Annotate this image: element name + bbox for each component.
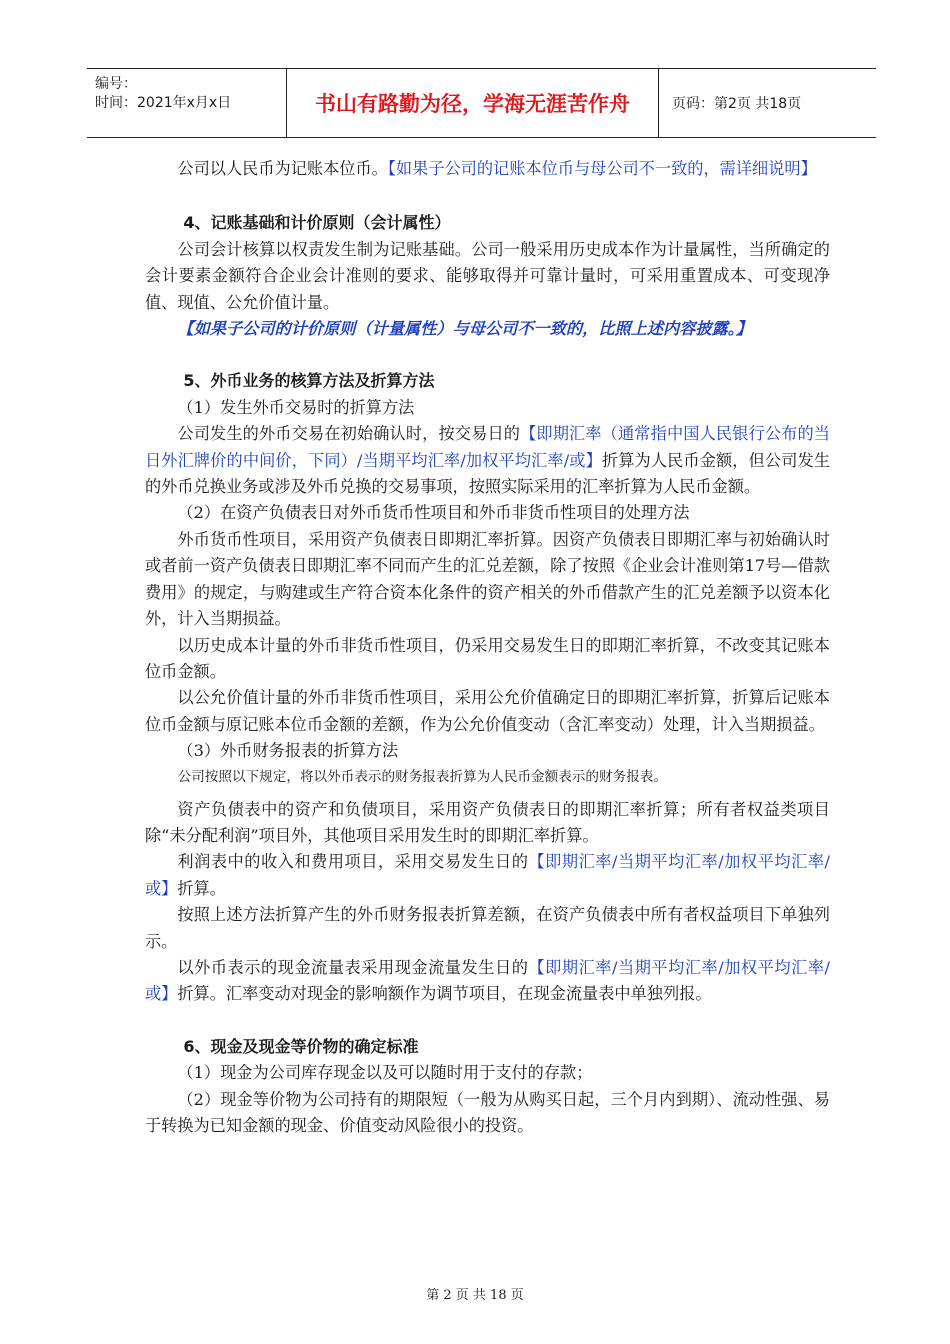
section5-para7-a: 利润表中的收入和费用项目，采用交易发生日的 bbox=[177, 852, 529, 872]
section5-para9-a: 以外币表示的现金流量表采用现金流量发生日的 bbox=[177, 957, 529, 977]
section5-para6: 资产负债表中的资产和负债项目，采用资产负债表日的即期汇率折算；所有者权益类项目除“未分配利润”项目外，其他项目采用发生时的即期汇率折算。 bbox=[145, 799, 830, 845]
currency-paragraph bbox=[145, 156, 830, 182]
section4-note bbox=[145, 316, 830, 342]
section6-heading: 6、现金及现金等价物的确定标准 bbox=[183, 1036, 419, 1056]
currency-note: 【如果子公司的记账本位币与母公司不一致的，需详细说明】 bbox=[387, 159, 817, 178]
currency-text: 公司以人民币为记账本位币。 bbox=[177, 159, 388, 178]
section5-heading: 5、外币业务的核算方法及折算方法 bbox=[183, 371, 435, 391]
section5-para3: 以历史成本计量的外币非货币性项目，仍采用交易发生日的即期汇率折算，不改变其记账本位币金额。 bbox=[145, 635, 830, 681]
section5-para7 bbox=[145, 849, 830, 902]
section5-para7-b: 折算。 bbox=[177, 878, 226, 898]
section5-para1-b: 折算为人民币金额，但公司发生的外币兑换业务或涉及外币兑换的交易事项，按照实际采用的汇率折算为人民币金额。 bbox=[145, 450, 831, 497]
section5-para5: 公司按照以下规定，将以外币表示的财务报表折算为人民币金额表示的财务报表。 bbox=[177, 768, 667, 785]
header-meta-cell bbox=[87, 69, 287, 137]
document-body bbox=[145, 156, 830, 1139]
section5-para1 bbox=[145, 421, 830, 500]
section4-paragraph: 公司会计核算以权责发生制为记账基础。公司一般采用历史成本作为计量属性，当所确定的会计要素金额符合企业会计准则的要求、能够取得并可靠计量时，可采用重置成本、可变现净值、现值、公允价值计量。 bbox=[145, 239, 830, 312]
section5-sub3: （3）外币财务报表的折算方法 bbox=[177, 741, 399, 761]
section6-para2: （2）现金等价物为公司持有的期限短（一般为从购买日起，三个月内到期）、流动性强、易于转换为已知金额的现金、价值变动风险很小的投资。 bbox=[145, 1089, 830, 1135]
section5-para8: 按照上述方法折算产生的外币财务报表折算差额，在资产负债表中所有者权益项目下单独列示。 bbox=[145, 905, 830, 951]
section5-para1-a: 公司发生的外币交易在初始确认时，按交易日的 bbox=[177, 424, 521, 444]
section5-para9-b: 折算。汇率变动对现金的影响额作为调节项目，在现金流量表中单独列报。 bbox=[177, 984, 712, 1004]
section5-para7-note: 【即期汇率/当期平均汇率/加权平均汇率/或】 bbox=[145, 852, 830, 898]
section5-para9 bbox=[145, 955, 830, 1008]
section5-sub1: （1）发生外币交易时的折算方法 bbox=[177, 397, 415, 417]
section5-sub2: （2）在资产负债表日对外币货币性项目和外币非货币性项目的处理方法 bbox=[177, 503, 690, 523]
section5-para4: 以公允价值计量的外币非货币性项目，采用公允价值确定日的即期汇率折算，折算后记账本位币金额与原记账本位币金额的差额，作为公允价值变动（含汇率变动）处理，计入当期损益。 bbox=[145, 688, 830, 734]
section5-para1-note: 【即期汇率（通常指中国人民银行公布的当日外汇牌价的中间价，下同）/当期平均汇率/加权平均汇率/或】 bbox=[145, 424, 830, 470]
section5-para2: 外币货币性项目，采用资产负债表日即期汇率折算。因资产负债表日即期汇率与初始确认时或者前一资产负债表日即期汇率不同而产生的汇兑差额，除了按照《企业会计准则第17号—借款费用》的规定，与购建或生产符合资本化条件的资产相关的外币借款产生的汇兑差额予以资本化外，计入当期损益。 bbox=[145, 529, 830, 629]
section4-note-text: 【如果子公司的计价原则（计量属性）与母公司不一致的，比照上述内容披露。】 bbox=[177, 319, 753, 339]
section5-para9-note: 【即期汇率/当期平均汇率/加权平均汇率/或】 bbox=[145, 957, 830, 1004]
doc-time-label: 时间：2021年x月x日 bbox=[95, 95, 232, 111]
header-page-number: 页码：第2页 共18页 bbox=[672, 96, 802, 112]
section6-para1: （1）现金为公司库存现金以及可以随时用于支付的存款； bbox=[177, 1063, 593, 1083]
header-motto: 书山有路勤为径，学海无涯苦作舟 bbox=[287, 69, 659, 137]
page-footer: 第 2 页 共 18 页 bbox=[426, 1288, 524, 1303]
section4-heading: 4、记账基础和计价原则（会计属性） bbox=[183, 213, 451, 233]
page-header bbox=[87, 68, 876, 138]
doc-number-label: 编号： bbox=[95, 76, 137, 92]
